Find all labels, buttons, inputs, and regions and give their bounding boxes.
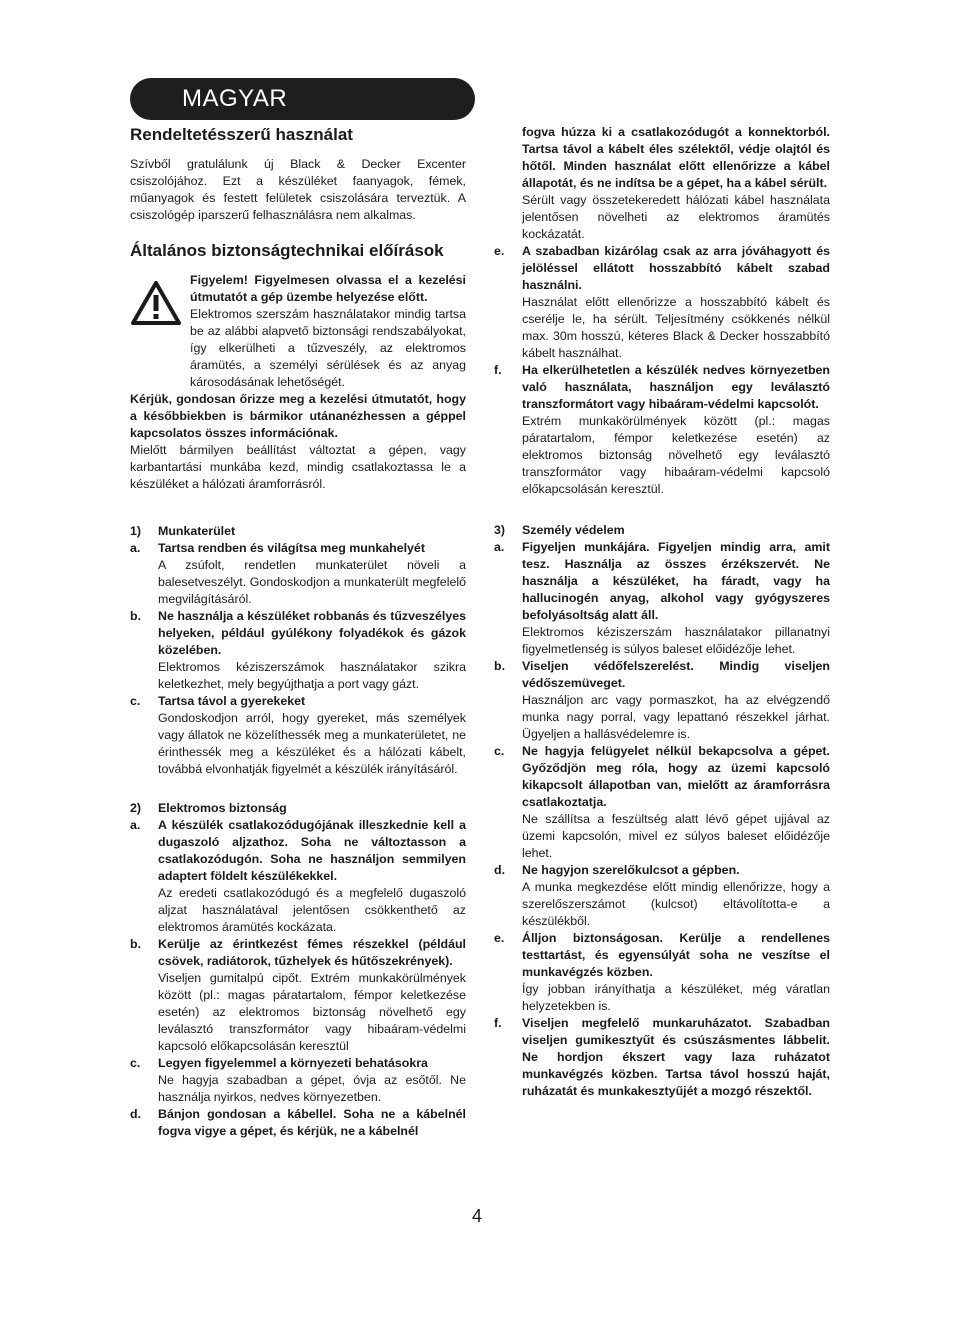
item-bold-text: Álljon biztonságosan. Kerülje a rendellenes testtartást, és egyensúlyát soha ne veszítse el munkavégzés közben. [522, 931, 830, 979]
list-item [494, 743, 830, 862]
keep-manual-text: Kérjük, gondosan őrizze meg a kezelési útmutatót, hogy a későbbiekben is bármikor utánanézhessen a géppel kapcsolatos összes információnak. [130, 392, 466, 440]
left-column [130, 124, 466, 1140]
item-bold-text: Figyeljen munkájára. Figyeljen mindig arra, amit tesz. Használja az összes érzékszervét. Ne használja a készüléket, ha fáradt, vagy ha hallucinogén anyag, alkohol vagy gyógyszeres befolyásoltság alatt áll. [522, 540, 830, 622]
section-number: 3) [494, 523, 506, 537]
item-bold-text: Viseljen megfelelő munkaruházatot. Szabadban viseljen gumikesztyűt és csúszásmentes lábbelit. Ne hordjon ékszert vagy laza ruházatot munkavégzés közben. Tartsa távol hosszú haját, ruházatát és munkakesztyűjét a mozgó részektől. [522, 1016, 830, 1098]
warning-triangle-icon [130, 280, 182, 326]
before-adjust-text: Mielőtt bármilyen beállítást változtat a gépen, vagy karbantartási munkába kezd, mindig csatlakoztassa le a készüléket a hálózati áramforrásról. [130, 443, 466, 491]
section-title: Munkaterület [158, 524, 236, 538]
item-marker: a. [494, 540, 505, 554]
list-item [494, 243, 830, 362]
item-bold-text: Tartsa távol a gyerekeket [158, 694, 306, 708]
item-marker: c. [494, 744, 505, 758]
item-marker: b. [130, 937, 142, 951]
item-text: Az eredeti csatlakozódugó és a megfelelő dugaszoló aljzat használatával jelentősen csökkenthető az elektromos áramütés kockázata. [158, 886, 466, 934]
item-bold-text: Ne használja a készüléket robbanás és tűzveszélyes helyeken, például gyúlékony folyadékok és gázok közelében. [158, 609, 466, 657]
item-bold-text: Tartsa rendben és világítsa meg munkahelyét [158, 541, 425, 555]
list-item [494, 1015, 830, 1100]
item-bold-text: Legyen figyelemmel a környezeti behatásokra [158, 1056, 428, 1070]
section-title: Személy védelem [522, 523, 625, 537]
intro-text: Szívből gratulálunk új Black & Decker Excenter csiszolójához. Ezt a készüléket faanyagok, fémek, műanyagok és festett felületek csiszolására terveztük. A csiszológép iparszerű felhasználásra nem alkalmas. [130, 157, 466, 222]
item-text: Használat előtt ellenőrizze a hosszabbító kábelt és cserélje le, ha sérült. Teljesítmény csökkenés nélkül max. 30m hosszú, kéteres Black & Decker hosszabbító kábelt használhat. [522, 295, 830, 360]
item-text: Elektromos kéziszerszám használatakor pillanatnyi figyelmetlenség is súlyos baleset előidézője lehet. [522, 625, 830, 656]
section-number: 1) [130, 524, 142, 538]
warning-text: Elektromos szerszám használatakor mindig tartsa be az alábbi alapvető biztonsági rendszabályokat, így elkerülheti a tűzveszély, az elektromos áramütés, a személyi sérülések és az anyag károsodásának lehetőségét. [190, 307, 466, 389]
list-item [130, 817, 466, 936]
item-bold-text: Kerülje az érintkezést fémes részekkel (például csövek, radiátorok, tűzhelyek és hűtőszekrények). [158, 937, 466, 968]
item-bold-text: fogva húzza ki a csatlakozódugót a konnektorból. Tartsa távol a kábelt éles szélektől, védje olajtól és hőtől. Minden használat előtt ellenőrizze a kábel állapotát, és ne indítsa be a gépet, ha a kábel sérült. [522, 125, 830, 190]
section-2-heading [130, 800, 466, 817]
item-marker: b. [130, 609, 142, 623]
item-text: Ne hagyja szabadban a gépet, óvja az esőtől. Ne használja nyirkos, nedves környezetben. [158, 1073, 466, 1104]
item-text: Használjon arc vagy pormaszkot, ha az elvégzendő munka nagy porral, vagy lepattanó részekkel járhat. Ügyeljen a hallásvédelemre is. [522, 693, 830, 741]
list-item [130, 608, 466, 693]
page-number: 4 [472, 1206, 483, 1226]
safety-heading: Általános biztonságtechnikai előírások [130, 241, 444, 260]
item-marker: a. [130, 541, 141, 555]
item-marker: b. [494, 659, 506, 673]
list-item-continuation [494, 124, 830, 243]
intended-use-heading: Rendeltetésszerű használat [130, 125, 353, 144]
list-item [130, 693, 466, 778]
item-text: Gondoskodjon arról, hogy gyereket, más személyek vagy állatok ne közelíthessék meg a munkaterületet, ne érinthessék meg a készüléket és a hálózati kábelt, továbbá elvonhatják figyelmét a készülék irányításáról. [158, 711, 466, 776]
list-item [494, 539, 830, 658]
list-item [494, 930, 830, 1015]
item-text: A munka megkezdése előtt mindig ellenőrizze, hogy a szerelőszerszámot (kulcsot) eltávolította-e a készülékből. [522, 880, 830, 928]
item-text: A zsúfolt, rendetlen munkaterület növeli a balesetveszélyt. Gondoskodjon a munkaterült megfelelő megvilágításáról. [158, 558, 466, 606]
item-text: Ne szállítsa a feszültség alatt lévő gépet ujjával az üzemi kapcsolón, mivel ez súlyos baleset előidézője lehet. [522, 812, 830, 860]
item-text: Így jobban irányíthatja a készüléket, még váratlan helyzetekben is. [522, 982, 830, 1013]
list-item [494, 362, 830, 498]
item-text: Elektromos kéziszerszámok használatakor szikra keletkezhet, mely begyújthatja a port vagy gázt. [158, 660, 466, 691]
section-1-heading [130, 523, 466, 540]
item-marker: f. [494, 1016, 502, 1030]
section-3-heading [494, 522, 830, 539]
list-item [130, 936, 466, 1055]
warning-block [130, 272, 466, 391]
item-marker: e. [494, 931, 505, 945]
section-title: Elektromos biztonság [158, 801, 287, 815]
list-item [494, 862, 830, 930]
list-item [130, 1106, 466, 1140]
item-marker: d. [130, 1107, 142, 1121]
item-bold-text: Ha elkerülhetetlen a készülék nedves környezetben való használata, használjon egy leválasztó transzformátort vagy hibaáram-védelmi kapcsolót. [522, 363, 830, 411]
item-marker: a. [130, 818, 141, 832]
item-marker: e. [494, 244, 505, 258]
language-banner: MAGYAR [130, 78, 475, 120]
item-marker: d. [494, 863, 506, 877]
item-bold-text: A szabadban kizárólag csak az arra jóváhagyott és jelöléssel ellátott hosszabbító kábelt szabad használni. [522, 244, 830, 292]
warning-bold-text: Figyelem! Figyelmesen olvassa el a kezelési útmutatót a gép üzembe helyezése előtt. [190, 273, 466, 304]
item-bold-text: Ne hagyja felügyelet nélkül bekapcsolva a gépet. Győződjön meg róla, hogy az üzemi kapcsoló kikapcsolt állapotban van, mielőtt az áramforrásra csatlakoztatja. [522, 744, 830, 809]
item-bold-text: Ne hagyjon szerelőkulcsot a gépben. [522, 863, 740, 877]
item-marker: f. [494, 363, 502, 377]
item-text: Viseljen gumitalpú cipőt. Extrém munkakörülmények között (pl.: magas páratartalom, fémpor keletkezése esetén) az elektromos biztonság növelhető egy leválasztó transzformátor vagy hibaáram-védelmi kapcsoló előkapcsolásán keresztül [158, 971, 466, 1053]
item-text: Sérült vagy összetekeredett hálózati kábel használata jelentősen növelheti az elektromos áramütés kockázatát. [522, 193, 830, 241]
item-marker: c. [130, 694, 141, 708]
item-bold-text: Viseljen védőfelszerelést. Mindig viseljen védőszemüveget. [522, 659, 830, 690]
item-bold-text: Bánjon gondosan a kábellel. Soha ne a kábelnél fogva vigye a gépet, és kérjük, ne a kábelnél [158, 1107, 466, 1138]
list-item [130, 540, 466, 608]
list-item [130, 1055, 466, 1106]
list-item [494, 658, 830, 743]
item-text: Extrém munkakörülmények között (pl.: magas páratartalom, fémpor keletkezése esetén) az elektromos biztonság növelhető egy leválasztó transzformátor vagy hibaáram-védelmi kapcsoló előkapcsolásán keresztül. [522, 414, 830, 496]
item-bold-text: A készülék csatlakozódugójának illeszkednie kell a dugaszoló aljzathoz. Soha ne változtasson a csatlakozódugón. Soha ne használjon semmilyen adaptert földelt készülékekkel. [158, 818, 466, 883]
section-number: 2) [130, 801, 142, 815]
item-marker: c. [130, 1056, 141, 1070]
right-column [494, 124, 830, 1100]
